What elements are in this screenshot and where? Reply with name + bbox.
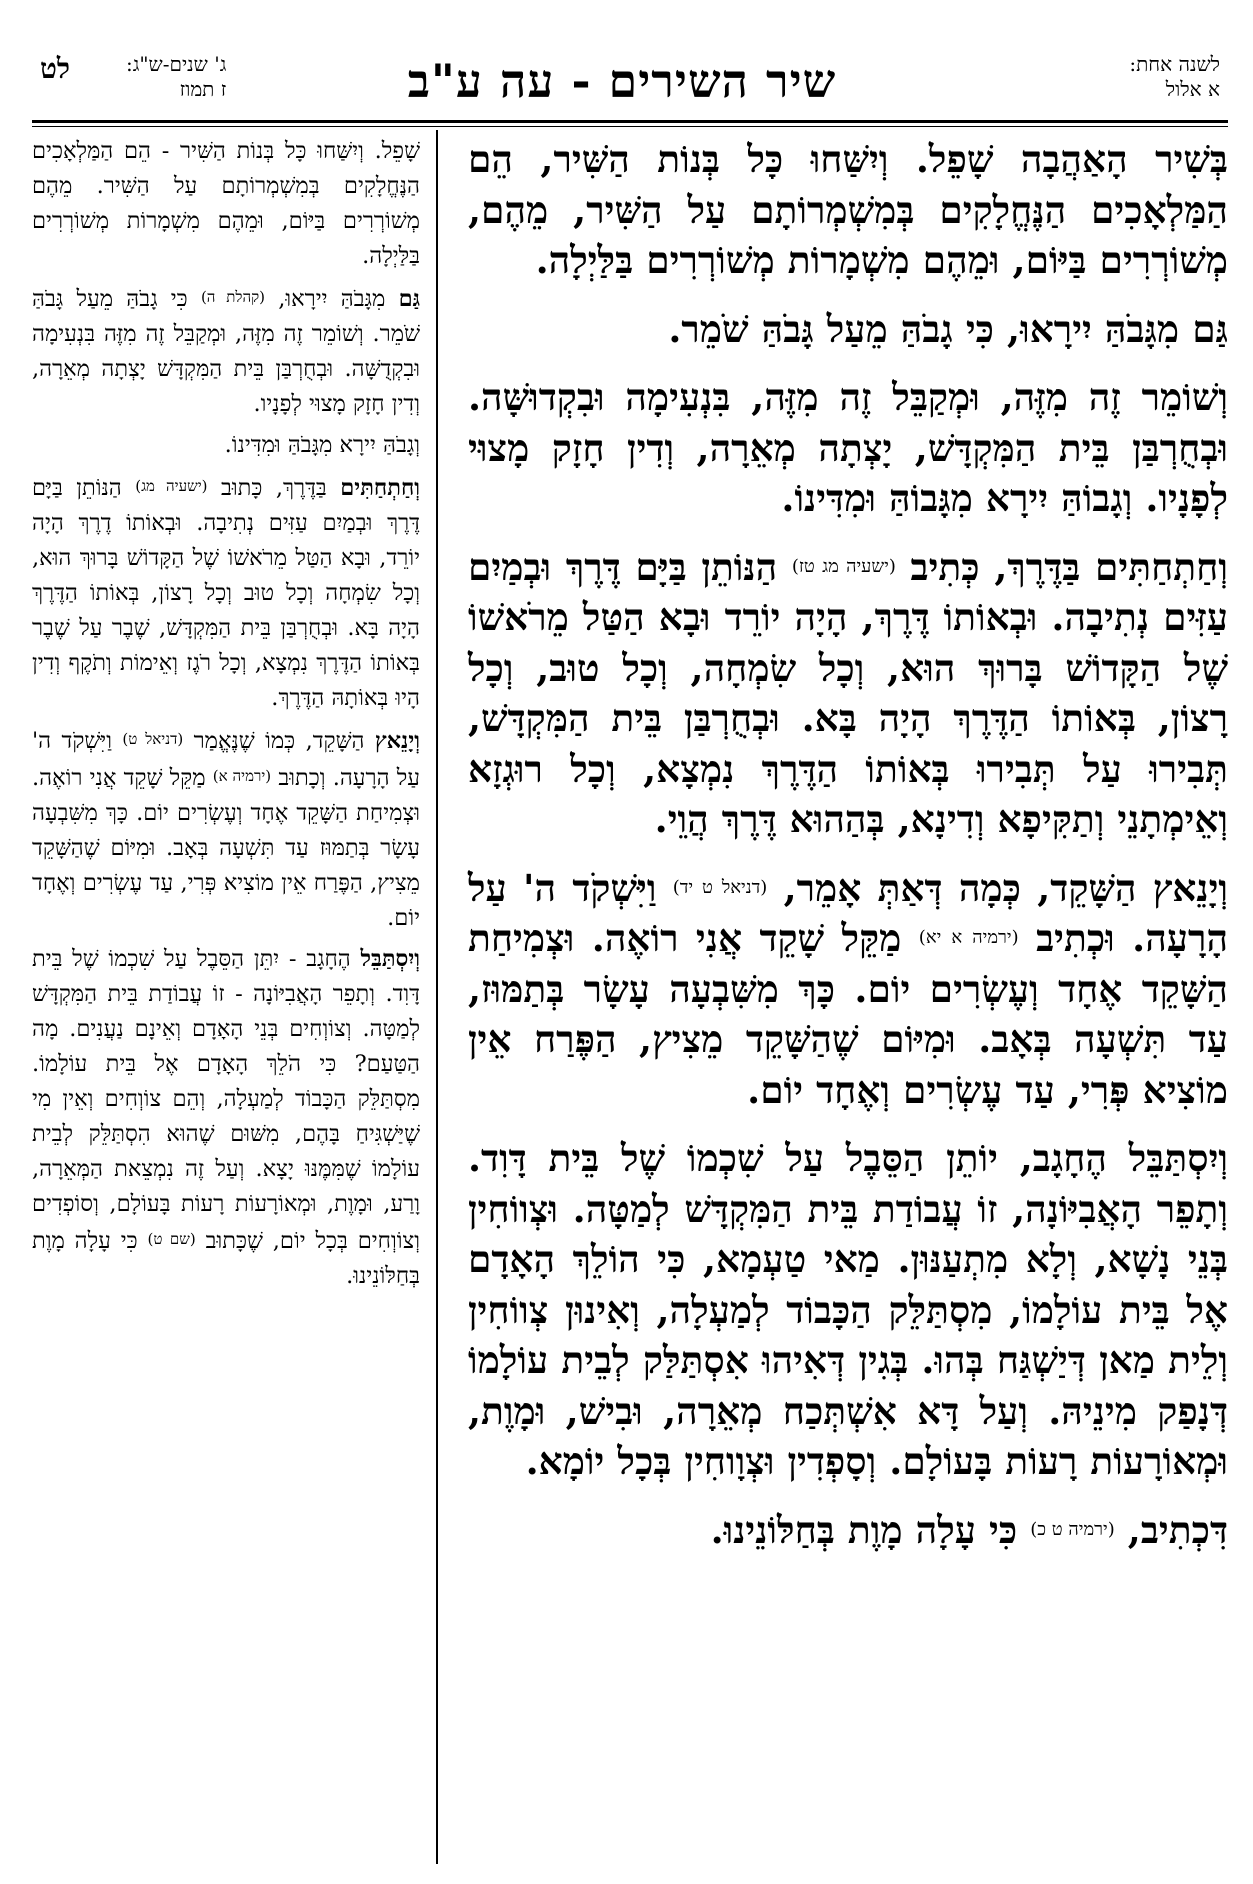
commentary-paragraph: וְגָבֹהַּ יִירָא מִגָּבֹהַּ וּמִדִּינוֹ. [224,432,420,458]
commentary-paragraph [32,722,420,936]
source-reference: (קהלת ה) [200,288,265,306]
schedule-date: ז תמוז [179,77,227,101]
lead-word: גַּם [398,286,421,312]
header-rule-thin [32,126,1228,127]
commentary-text: וַיִּשְׁקֹד ה' עַל הָרָעָה. וְכָתוּב [32,728,421,791]
page-header [32,44,1228,118]
verse-quote: מַקֵּל שָׁקֵד [759,916,902,960]
commentary-text: הֶחָגָב - יִתֵּן הַסֵּבֶל עַל שִׁכְמוֹ שֶׁל בֵּית דָּוִד. וְתָפֵר הָאֲבִיּוֹנָה - זוֹ עֲבוֹדַת בֵּית הַמִּקְדָּשׁ לְמַטָּה. וְצוֹוְחִים בְּנֵי הָאָדָם וְאֵינָם נַעֲנִים. מָה הַטַּעַם? כִּי הֹלֵךְ הָאָדָם אֶל בֵּית עוֹלָמוֹ. מִסְתַּלֵּק הַכָּבוֹד לְמַעְלָה, וְהֵם צוֹוְחִים וְאֵין מִי שֶׁיַּשְׁגִּיחַ בָּהֶם, מִשּׁוּם שֶׁהוּא הִסְתַּלֵּק לְבֵית עוֹלָמוֹ שֶׁמִּמֶּנּוּ יָצָא. וְעַל זֶה נִמְצֵאת הַמְּאֵרָה, וָרַע, וּמָוֶת, וּמְאוֹרָעוֹת רָעוֹת בָּעוֹלָם, וְסוֹפְדִים וְצוֹוְחִים בְּכָל יוֹם, שֶׁכָּתוּב [32,946,421,1254]
main-paragraph: בְּשִׁיר הָאַהֲבָה שָׁפֵל. וְיִשַּׁחוּ כָּל בְּנוֹת הַשִּׁיר, הֵם הַמַּלְאָכִים הַנֶּחֱלָקִים בְּמִשְׁמְרוֹתָם עַל הַשִּׁיר, מֵהֶם, מְשׁוֹרְרִים בַּיּוֹם, וּמֵהֶם מִשְׁמָרוֹת מְשׁוֹרְרִים בַּלַּיְלָה. [468,137,1228,282]
source-reference: (ירמיה א יא) [918,927,1019,948]
page-number: לט [40,52,71,85]
main-paragraph: גַּם מִגָּבֹהַּ יִירָאוּ, כִּי גָבֹהַּ מֵעַל גָּבֹהַּ שֹׁמֵר. [668,306,1228,351]
commentary-text: הַשָּׁקֵד, כְּמוֹ שֶׁנֶּאֱמַר [193,728,365,754]
main-paragraph: וְיִסְתַּבֵּל הֶחָגָב, יוֹתֵן הַסֵּבֶל עַל שִׁכְמוֹ שֶׁל בֵּית דָּוִד. וְתָפֵר הָאֲבִיּוֹנָה, זוֹ עֲבוֹדַת בֵּית הַמִּקְדָּשׁ לְמַטָּה. וּצְווֹחִין בְּנֵי נָשָׁא, וְלָא מִתְעַנּוּן. מַאי טַעְמָא, כִּי הוֹלֵךְ הָאָדָם אֶל בֵּית עוֹלָמוֹ, מִסְתַּלֵּק הַכָּבוֹד לְמַעְלָה, וְאִינוּן צְווֹחִין וְלֵית מַאן דְּיַשְׁגַּח בְּהוּ. בְּגִין דְּאִיהוּ אִסְתַּלַּק לְבֵית עוֹלָמוֹ דְּנָפַק מִינֵיהּ. וְעַל דָּא אִשְׁתְּכַח מְאֵרָה, וּבִישׁ, וּמָוֶת, וּמְאוֹרָעוֹת רָעוֹת בָּעוֹלָם. וְסָפְדִין וּצְוָוחִין בְּכָל יוֹמָא. [468,1136,1228,1483]
commentary-paragraph: שָׁפֵל. וְיִשַּׁחוּ כָּל בְּנוֹת הַשִּׁיר - הֵם הַמַּלְאָכִים הַנֶּחֱלָקִים בְּמִשְׁמְרוֹתָם עַל הַשִּׁיר. מֵהֶם מְשׁוֹרְרִים בַּיּוֹם, וּמֵהֶם מִשְׁמָרוֹת מְשׁוֹרְרִים בַּלַּיְלָה. [32,138,420,269]
daily-schedule-one-year [1129,52,1220,102]
header-rule [32,120,1228,123]
source-reference: (ירמיה א) [212,767,272,785]
source-reference: (דניאל ט יד) [672,876,768,898]
source-reference: (ירמיה ט כ) [1030,1518,1115,1540]
source-reference: (דניאל ט) [122,730,184,748]
main-paragraph [468,863,1228,1116]
source-reference: (שם ט) [147,1230,196,1248]
commentary-text: כִּי גָבֹהַּ מֵעַל גָּבֹהַּ שֹׁמֵר. וְשׁוֹמֵר זֶה מִזֶּה, וּמְקַבֵּל זֶה מִזֶּה בִּנְעִימָה וּבִקְדֻשָּׁה. וּבְחֻרְבַּן בֵּית הַמִּקְדָּשׁ יָצְתָה מְאֵרָה, וְדִין חָזָק מָצוּי לְפָנָיו. [32,286,420,417]
source-reference: (ישעיה מג) [135,477,208,495]
main-paragraph: וְשׁוֹמֵר זֶה מִזֶּה, וּמְקַבֵּל זֶה מִזֶּה, בִּנְעִימָה וּבִקְדוּשָּׁה. וּבְחֻרְבַּן בֵּית הַמִּקְדָּשׁ, יָצְתָה מְאֵרָה, וְדִין חָזָק מָצוּי לְפָנָיו. וְגָבוֹהַּ יִירָא מִגָּבוֹהַּ וּמִדִּינוֹ. [468,375,1228,520]
commentary-paragraph [32,280,420,422]
main-paragraph [468,542,1228,845]
commentary-text: בַּדֶּרֶךְ, כָּתוּב [221,475,327,501]
paragraph-text: אֲנִי רוֹאֶה. וּצְמִיחַת הַשָּׁקֵד אֶחָד וְעֶשְׂרִים יוֹם. כָּךְ מִשִּׁבְעָה עָשָׂר בְּתַמּוּז, עַד תִּשְׁעָה בְּאָב. וּמִיּוֹם שֶׁהַשָּׁקֵד מֵצִיץ, הַפֶּרַח אֵין מוֹצִיא פְּרִי, עַד עֶשְׂרִים וְאֶחָד יוֹם. [468,916,1228,1112]
column-divider [436,130,438,1864]
schedule-date: א אלול [1165,77,1220,101]
book-page [32,44,1228,1864]
paragraph-text: דֶּרֶךְ וּבְמַיִם עַזִּים נְתִיבָה. וּבְאוֹתוֹ דֶּרֶךְ, הָיָה יוֹרֵד וּבָא הַטַּל מֵרֹאשׁוֹ שֶׁל הַקָּדוֹשׁ בָּרוּךְ הוּא, וְכָל שִׂמְחָה, וְכָל טוּב, וְכָל רָצוֹן, בְּאוֹתוֹ הַדֶּרֶךְ הָיָה בָּא. וּבְחֻרְבַּן בֵּית הַמִּקְדָּשׁ, תְּבִירוּ עַל תְּבִירוּ בְּאוֹתוֹ הַדֶּרֶךְ נִמְצָא, וְכָל רוּגְזָא וְאֵימְתָנֵי וְתַקִּיפָא וְדִינָא, בְּהַהוּא דֶּרֶךְ הֲוֵי. [468,544,1228,841]
lead-word: וְחַתְחַתִּים [340,475,421,501]
lead-words: וְחַתְחַתִּים בַּדֶּרֶךְ, כְּתִיב [910,544,1228,589]
commentary-text: מַקֵּל שָׁקֵד אֲנִי רוֹאֶה. וּצְמִיחַת הַשָּׁקֵד אֶחָד וְעֶשְׂרִים יוֹם. כָּךְ מִשִּׁבְעָה עָשָׂר בְּתַמּוּז עַד תִּשְׁעָה בְּאָב. וּמִיּוֹם שֶׁהַשָּׁקֵד מֵצִיץ, הַפֶּרַח אֵין מוֹצִיא פְּרִי, עַד עֶשְׂרִים וְאֶחָד יוֹם. [32,765,420,931]
daily-schedule-three-years [126,52,226,102]
lead-words: וְיָנֵאץ הַשָּׁקֵד, כְּמָה דְּאַתְּ אָמֵר, [783,865,1228,910]
schedule-label: ג' שנים-ש"ג: [126,52,227,76]
commentary-paragraph [32,469,420,716]
paragraph-text: ה' עַל הָרָעָה. וּכְתִיב [468,865,1229,960]
verse-quote: כִּי עָלָה מָוֶת בְּחַלּוֹנֵינוּ. [710,1507,1018,1552]
commentary-text: מִגָּבֹהַּ יִירָאוּ, [278,286,386,312]
page-title: שיר השירים - עה ע"ב [407,54,837,108]
lead-word: וְיָנֵאץ [374,728,420,754]
verse-quote: וַיִּשְׁקֹד [572,865,657,910]
commentary-text: כִּי עָלָה מָוֶת בְּחַלּוֹנֵינוּ. [32,1228,420,1289]
lead-words: דִּכְתִיב, [1127,1507,1228,1552]
commentary-text: הַנּוֹתֵן בַּיָּם דֶּרֶךְ וּבְמַיִם עַזִּים נְתִיבָה. וּבְאוֹתוֹ דֶרֶךְ הָיָה יוֹרֵד, וּבָא הַטַּל מֵרֹאשׁוֹ שֶׁל הַקָּדוֹשׁ בָּרוּךְ הוּא, וְכָל שִׂמְחָה וְכָל טוּב וְכָל רָצוֹן, בְּאוֹתוֹ הַדֶּרֶךְ הָיָה בָּא. וּבְחֻרְבַּן בֵּית הַמִּקְדָּשׁ, שֶׁבֶר עַל שֶׁבֶר בְּאוֹתוֹ הַדֶּרֶךְ נִמְצָא, וְכָל רֹגֶז וְאֵימוֹת וְתֹקֶף וְדִין הָיוּ בְּאוֹתָהּ הַדֶּרֶךְ. [32,475,420,711]
verse-quote: הַנּוֹתֵן בַּיָּם [635,544,778,589]
commentary-column [32,134,420,1864]
lead-word: וְיִסְתַּבֵּל [360,946,420,972]
source-reference: (ישעיה מג טז) [791,555,896,577]
commentary-paragraph [32,942,420,1294]
main-paragraph [468,1505,1228,1556]
main-text-column [468,134,1228,1864]
schedule-label: לשנה אחת: [1129,52,1220,76]
